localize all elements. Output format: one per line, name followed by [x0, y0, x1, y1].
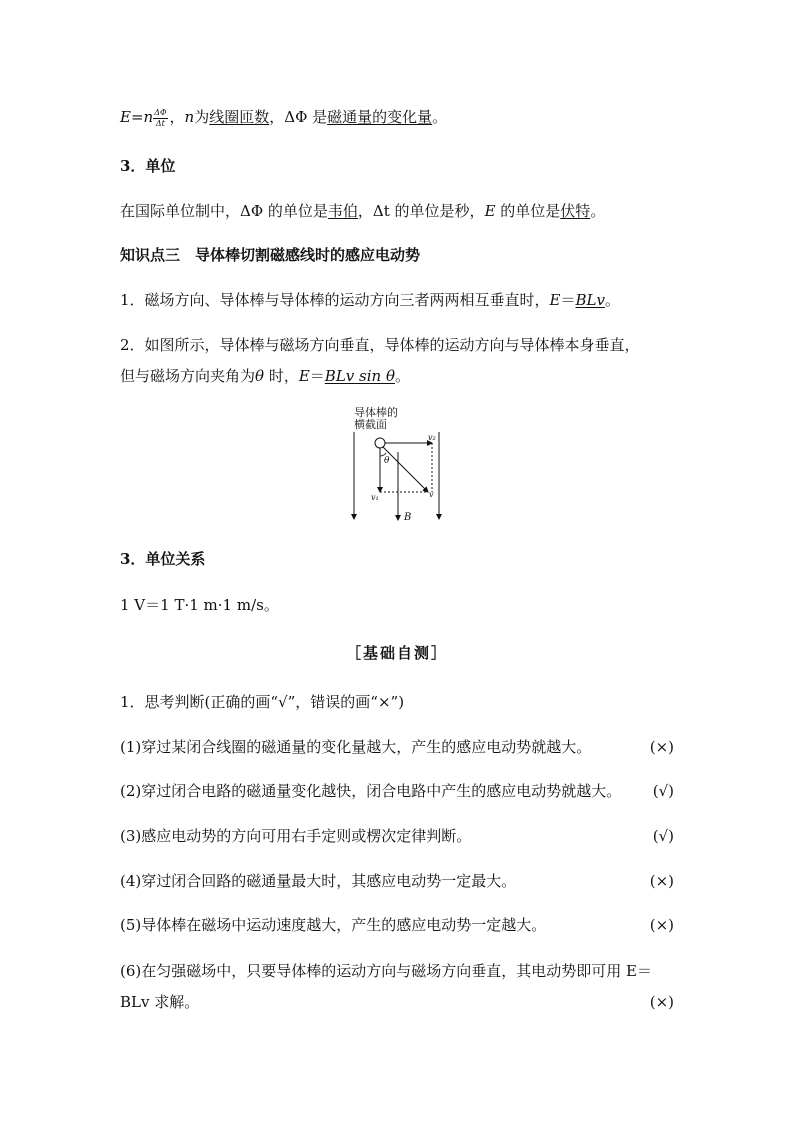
v1-label: v₁: [371, 493, 379, 502]
judgment-question-title: 1．思考判断(正确的画“√”，错误的画“×”): [120, 693, 405, 711]
section-heading-unit: 3．单位: [120, 157, 176, 175]
section-heading-unit-relation: 3．单位关系: [120, 550, 206, 568]
formula-text: ，ΔΦ 是: [269, 108, 328, 126]
judgment-item-2: [120, 780, 674, 802]
theta-label: θ: [384, 456, 390, 466]
si-unit-line: [120, 200, 605, 222]
judgment-item-4: [120, 870, 674, 892]
item-end: 。: [394, 367, 410, 385]
formula-sep: ，: [169, 108, 185, 126]
si-text: 在国际单位制中，ΔΦ 的单位是: [120, 202, 328, 220]
si-text: 。: [590, 202, 606, 220]
weber-term: 韦伯: [327, 202, 358, 220]
judgment-item-5: [120, 914, 674, 936]
self-test-heading: ［基础自测］: [345, 644, 448, 662]
knowledge-point-3-title: 知识点三 导体棒切割磁感线时的感应电动势: [120, 246, 421, 264]
coil-turns-term: 线圈匝数: [209, 108, 270, 126]
equals-sign: ＝: [309, 367, 325, 385]
blv-term: BLv: [575, 291, 605, 309]
emf-formula-line: [120, 106, 447, 129]
formula-text: 为: [194, 108, 210, 126]
item-text: 时，: [264, 367, 299, 385]
conductor-figure: [340, 402, 460, 528]
judgment-text: (2)穿过闭合电路的磁通量变化越快，闭合电路中产生的感应电动势就越大。: [120, 782, 622, 800]
judgment-mark: (×): [649, 916, 674, 934]
blv-sin-term: BLv sin θ: [324, 367, 395, 385]
figure-label-line2: 横截面: [354, 418, 387, 431]
formula-lhs: E=n: [120, 108, 154, 126]
theta-symbol: θ: [255, 367, 265, 385]
n-variable: n: [184, 108, 195, 126]
judgment-mark: (×): [649, 872, 674, 890]
judgment-item-1: [120, 736, 674, 758]
judgment-item-6-line1: (6)在匀强磁场中，只要导体棒的运动方向与磁场方向垂直，其电动势即可用 E＝: [120, 962, 652, 980]
judgment-mark: (×): [649, 738, 674, 756]
item-text: 1．磁场方向、导体棒与导体棒的运动方向三者两两相互垂直时，: [120, 291, 550, 309]
fraction-denominator: Δt: [155, 118, 165, 128]
judgment-mark: (×): [649, 993, 674, 1011]
judgment-text: (3)感应电动势的方向可用右手定则或楞次定律判断。: [120, 827, 472, 845]
si-text: 的单位是: [495, 202, 561, 220]
item-end: 。: [604, 291, 620, 309]
e-variable: E: [298, 367, 310, 385]
item-text: 但与磁场方向夹角为: [120, 367, 256, 385]
figure-label-line1: 导体棒的: [354, 406, 398, 419]
formula-end: 。: [432, 108, 448, 126]
judgment-text: (5)导体棒在磁场中运动速度越大，产生的感应电动势一定越大。: [120, 916, 547, 934]
e-variable: E: [549, 291, 561, 309]
v2-label: v₂: [428, 433, 436, 442]
v-label: v: [429, 490, 434, 499]
b-field-label: B: [404, 512, 412, 523]
kp3-item-2-line1: 2．如图所示，导体棒与磁场方向垂直，导体棒的运动方向与导体棒本身垂直，: [120, 336, 640, 354]
judgment-item-3: [120, 825, 674, 847]
kp3-item-2-line2: [120, 365, 410, 387]
equals-sign: ＝: [560, 291, 576, 309]
volt-term: 伏特: [560, 202, 591, 220]
e-variable: E: [484, 202, 496, 220]
flux-fraction: [153, 108, 167, 129]
judgment-text: (1)穿过某闭合线圈的磁通量的变化量越大，产生的感应电动势就越大。: [120, 738, 592, 756]
si-text: ，Δt 的单位是秒，: [357, 202, 485, 220]
velocity-v-arrow: [383, 447, 428, 492]
judgment-mark: (√): [652, 827, 674, 845]
flux-change-term: 磁通量的变化量: [327, 108, 433, 126]
unit-relation-line: 1 V＝1 T·1 m·1 m/s。: [120, 596, 279, 614]
judgment-text: (4)穿过闭合回路的磁通量最大时，其感应电动势一定最大。: [120, 872, 517, 890]
judgment-text: BLv 求解。: [120, 993, 200, 1011]
judgment-item-6-line2: [120, 991, 674, 1013]
conductor-cross-section: [375, 438, 385, 448]
fraction-numerator: ΔΦ: [154, 107, 167, 117]
judgment-mark: (√): [652, 782, 674, 800]
kp3-item-1: [120, 289, 620, 311]
